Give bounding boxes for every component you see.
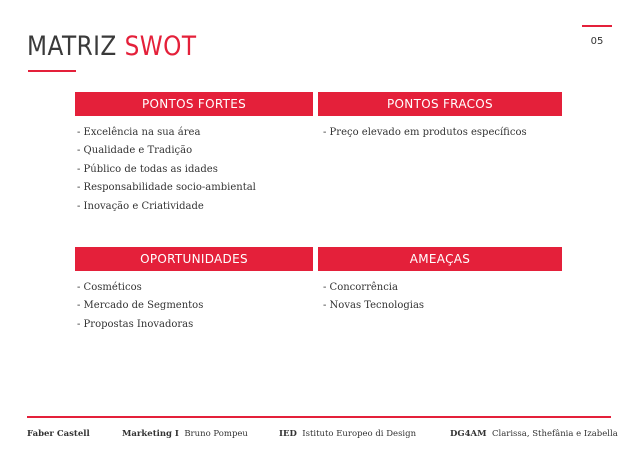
- strengths-header: PONTOS FORTES: [75, 92, 313, 116]
- threats-header: AMEAÇAS: [318, 247, 562, 271]
- footer-course: [122, 429, 248, 439]
- footer-school-name: Istituto Europeo di Design: [302, 429, 417, 439]
- list-item: - Responsabilidade socio-ambiental: [77, 182, 256, 194]
- page-title: [27, 31, 196, 62]
- page-number: 05: [590, 36, 604, 47]
- opportunities-header: OPORTUNIDADES: [75, 247, 313, 271]
- footer-school: [279, 429, 416, 439]
- page-number-rule: [582, 25, 612, 27]
- list-item: - Público de todas as idades: [77, 163, 218, 175]
- threats-list: [323, 279, 424, 316]
- footer-rule: [27, 416, 611, 418]
- footer-brand: Faber Castell: [27, 429, 90, 439]
- opportunities-list: [77, 279, 203, 334]
- footer-class-label: DG4AM: [450, 429, 487, 439]
- footer-course-teacher: Bruno Pompeu: [184, 429, 248, 439]
- footer-course-label: Marketing I: [122, 429, 179, 439]
- list-item: - Mercado de Segmentos: [77, 300, 204, 312]
- footer-class: [450, 429, 618, 439]
- title-accent: SWOT: [124, 31, 197, 62]
- strengths-list: [77, 124, 256, 216]
- footer-school-label: IED: [279, 429, 297, 439]
- footer: [27, 429, 618, 443]
- list-item: - Preço elevado em produtos específicos: [323, 127, 527, 138]
- title-main: MATRIZ: [27, 31, 117, 62]
- list-item: - Qualidade e Tradição: [77, 145, 193, 157]
- list-item: - Novas Tecnologias: [323, 300, 425, 312]
- weaknesses-header: PONTOS FRACOS: [318, 92, 562, 116]
- list-item: - Inovação e Criatividade: [77, 200, 204, 212]
- weaknesses-list: [323, 124, 527, 142]
- list-item: - Cosméticos: [77, 282, 142, 293]
- list-item: - Excelência na sua área: [77, 127, 201, 138]
- list-item: - Propostas Inovadoras: [77, 318, 194, 330]
- title-underline: [28, 70, 76, 72]
- list-item: - Concorrência: [323, 282, 398, 293]
- footer-class-students: Clarissa, Sthefânia e Izabella: [491, 429, 618, 439]
